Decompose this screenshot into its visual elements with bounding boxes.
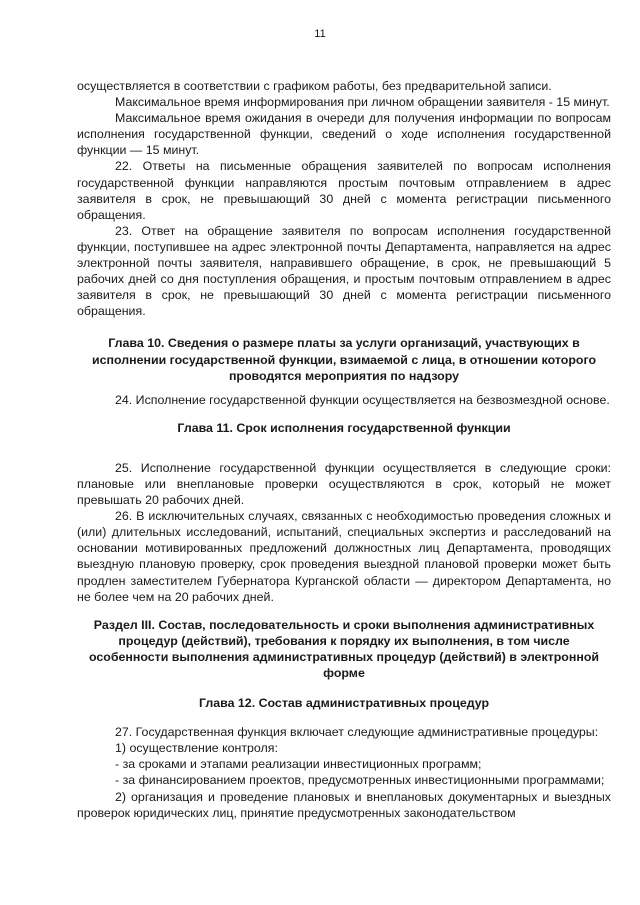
page-number: 11 <box>314 28 326 40</box>
paragraph-26: 26. В исключительных случаях, связанных с необходимостью проведения сложных и (или) длительных исследований, испытаний, специальных экспертиз и расследований на основании мотивированных предложений должностных лиц Департамента, проводящих выездную плановую проверку, срок проведения выездной плановой проверки может быть продлен заместителем Губернатора Курганской области — директором Департамента, но не более чем на 20 рабочих дней. <box>77 509 611 604</box>
paragraph-info-time: Максимальное время информирования при личном обращении заявителя - 15 минут. <box>115 95 610 110</box>
paragraph-queue-time: Максимальное время ожидания в очереди для получения информации по вопросам исполнения государственной функции, сведений о ходе исполнения государственной функции — 15 минут. <box>77 111 611 158</box>
document-body <box>77 78 611 821</box>
paragraph-27: 27. Государственная функция включает следующие административные процедуры: <box>115 725 599 740</box>
list-item-1: 1) осуществление контроля: <box>115 741 278 756</box>
paragraph-25: 25. Исполнение государственной функции осуществляется в следующие сроки: плановые или внеплановые проверки осуществляются в срок, который не может превышать 20 рабочих дней. <box>77 460 611 508</box>
paragraph-22: 22. Ответы на письменные обращения заявителей по вопросам исполнения государственной функции направляются простым почтовым отправлением в адрес заявителя в срок, не превышающий 30 дней с момента регистрации письменного обращения. <box>77 159 611 222</box>
list-subitem-deadlines: - за сроками и этапами реализации инвестиционных программ; <box>115 757 482 772</box>
paragraph-23: 23. Ответ на обращение заявителя по вопросам исполнения государственной функции, поступившее на адрес электронной почты Департамента, направляется на адрес электронной почты заявителя, направившего обращение, в срок, не превышающий 5 рабочих дней со дня поступления обращения, и простым почтовым отправлением в адрес заявителя в срок, не превышающий 30 дней с момента регистрации письменного обращения. <box>77 223 611 319</box>
paragraph-24: 24. Исполнение государственной функции осуществляется на безвозмездной основе. <box>115 392 610 407</box>
chapter-10-heading: Глава 10. Сведения о размере платы за услуги организаций, участвующих в исполнении государственной функции, взимаемой с лица, в отношении которого проводятся мероприятия по надзору <box>91 336 597 383</box>
chapter-12-heading: Глава 12. Состав административных процедур <box>198 696 490 711</box>
paragraph-continuation: осуществляется в соответствии с графиком работы, без предварительной записи. <box>77 79 552 93</box>
list-subitem-financing: - за финансированием проектов, предусмотренных инвестиционными программами; <box>115 773 605 788</box>
section-3-heading: Раздел III. Состав, последовательность и сроки выполнения административных процедур (действий), требования к порядку их выполнения, в том числе особенности выполнения административных процедур (действий) в электронной форме <box>88 617 600 680</box>
list-item-2: 2) организация и проведение плановых и внеплановых документарных и выездных проверок юридических лиц, принятие предусмотренных законодательством <box>77 789 611 820</box>
chapter-11-heading: Глава 11. Срок исполнения государственной функции <box>177 420 511 435</box>
